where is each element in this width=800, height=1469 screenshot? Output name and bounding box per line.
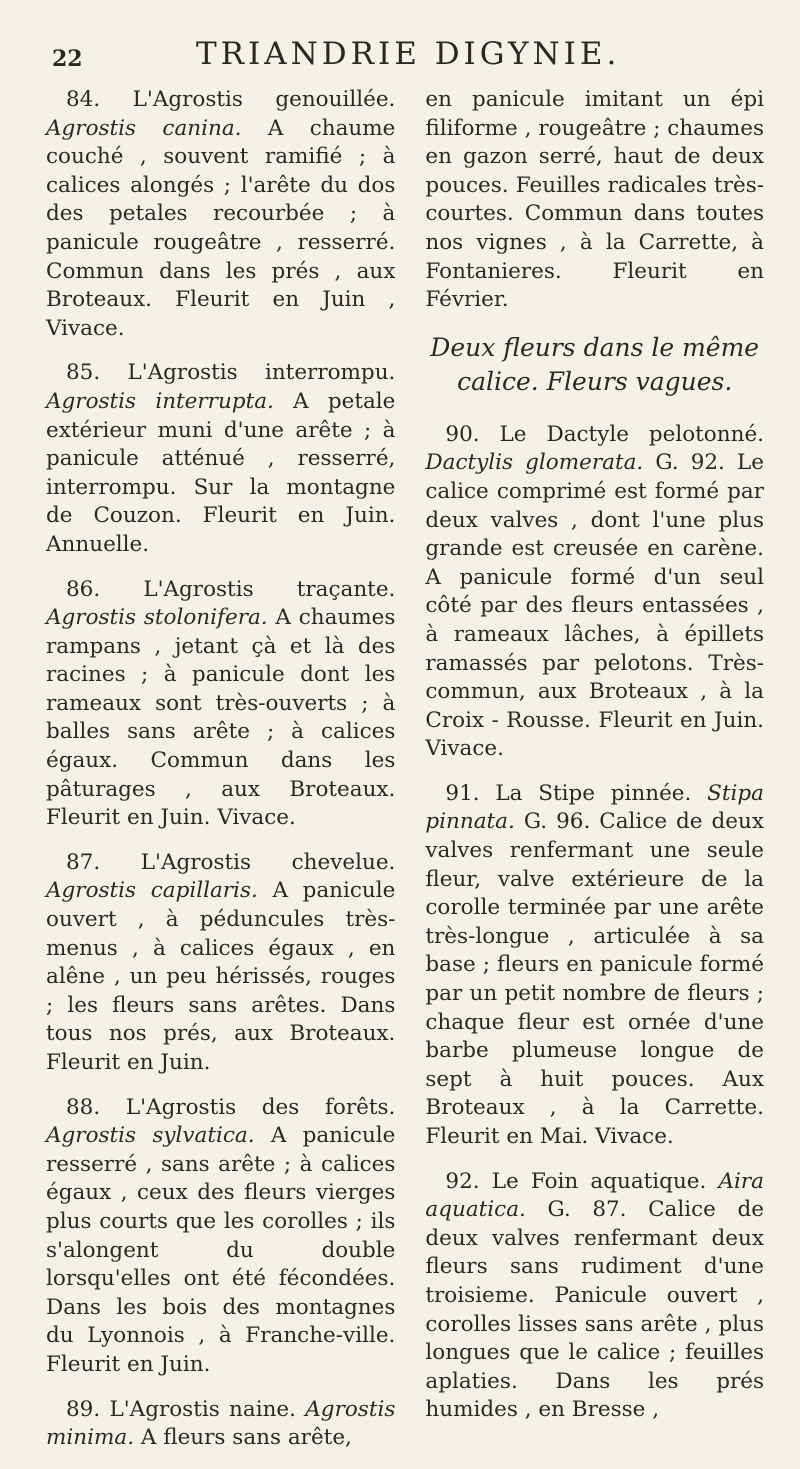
- left-column: [46, 86, 395, 1469]
- entry-89: 89. L'Agrostis naine. Agrostis minima. A fleurs sans arête,: [46, 1396, 396, 1451]
- entry-88: 88. L'Agrostis des forêts. Agrostis sylvatica. A panicule resserré , sans arête ; à calices égaux , ceux des fleurs vierges plus courts que les corolles ; ils s'alongent du double lorsqu'elles ont été fécondées. Dans les bois des montagnes du Lyonnois , à Franche-ville. Fleurit en Juin.: [46, 1094, 396, 1377]
- section-heading: Deux fleurs dans le même calice. Fleurs vagues.: [430, 332, 760, 396]
- text-columns: [46, 86, 764, 1469]
- entry-92: 92. Le Foin aquatique. Aira aquatica. G. 87. Calice de deux valves renfermant deux fleurs sans rudiment d'une troisieme. Panicule ouvert , corolles lisses sans arête , plus longues que le calice ; feuilles aplaties. Dans les prés humides , en Bresse ,: [425, 1168, 764, 1423]
- entry-90: 90. Le Dactyle pelotonné. Dactylis glomerata. G. 92. Le calice comprimé est formé par deux valves , dont l'une plus grande est creusée en carène. A panicule formé d'un seul côté par des fleurs entassées , à rameaux lâches, à épillets ramassés par pelotons. Très-commun, aux Broteaux , à la Croix - Rousse. Fleurit en Juin. Vivace.: [425, 421, 765, 762]
- entry-84: 84. L'Agrostis genouillée. Agrostis canina. A chaume couché , souvent ramifié ; à calices alongés ; l'arête du dos des petales recourbée ; à panicule rougeâtre , resserré. Commun dans les prés , aux Broteaux. Fleurit en Juin , Vivace.: [46, 87, 396, 341]
- entry-86: 86. L'Agrostis traçante. Agrostis stolonifera. A chaumes rampans , jetant çà et là des racines ; à panicule dont les rameaux sont très-ouverts ; à balles sans arête ; à calices égaux. Commun dans les pâturages , aux Broteaux. Fleurit en Juin. Vivace.: [46, 576, 396, 831]
- entry-91: 91. La Stipe pinnée. Stipa pinnata. G. 96. Calice de deux valves renfermant une seule fleur, valve extérieure de la corolle terminée par une arête très-longue , articulée à sa base ; fleurs en panicule formé par un petit nombre de fleurs ; chaque fleur est ornée d'une barbe plumeuse longue de sept à huit pouces. Aux Broteaux , à la Carrette. Fleurit en Mai. Vivace.: [425, 780, 764, 1149]
- entry-87: 87. L'Agrostis chevelue. Agrostis capillaris. A panicule ouvert , à péduncules très-menus , à calices égaux , en alêne , un peu hérissés, rouges ; les fleurs sans arêtes. Dans tous nos prés, aux Broteaux. Fleurit en Juin.: [46, 849, 396, 1075]
- running-title: TRIANDRIE DIGYNIE.: [196, 36, 621, 72]
- right-column: [425, 86, 764, 1469]
- entry-85: 85. L'Agrostis interrompu. Agrostis interrupta. A petale extérieur muni d'une arête ; à panicule atténué , resserré, interrompu. Sur la montagne de Couzon. Fleurit en Juin. Annuelle.: [46, 360, 396, 557]
- running-head: [46, 28, 764, 76]
- page-number: 22: [52, 46, 83, 72]
- entry-89-continuation: en panicule imitant un épi filiforme , rougeâtre ; chaumes en gazon serré, haut de deux pouces. Feuilles radicales très-courtes. Commun dans toutes nos vignes , à la Carrette, à Fontanieres. Fleurit en Février.: [425, 87, 764, 313]
